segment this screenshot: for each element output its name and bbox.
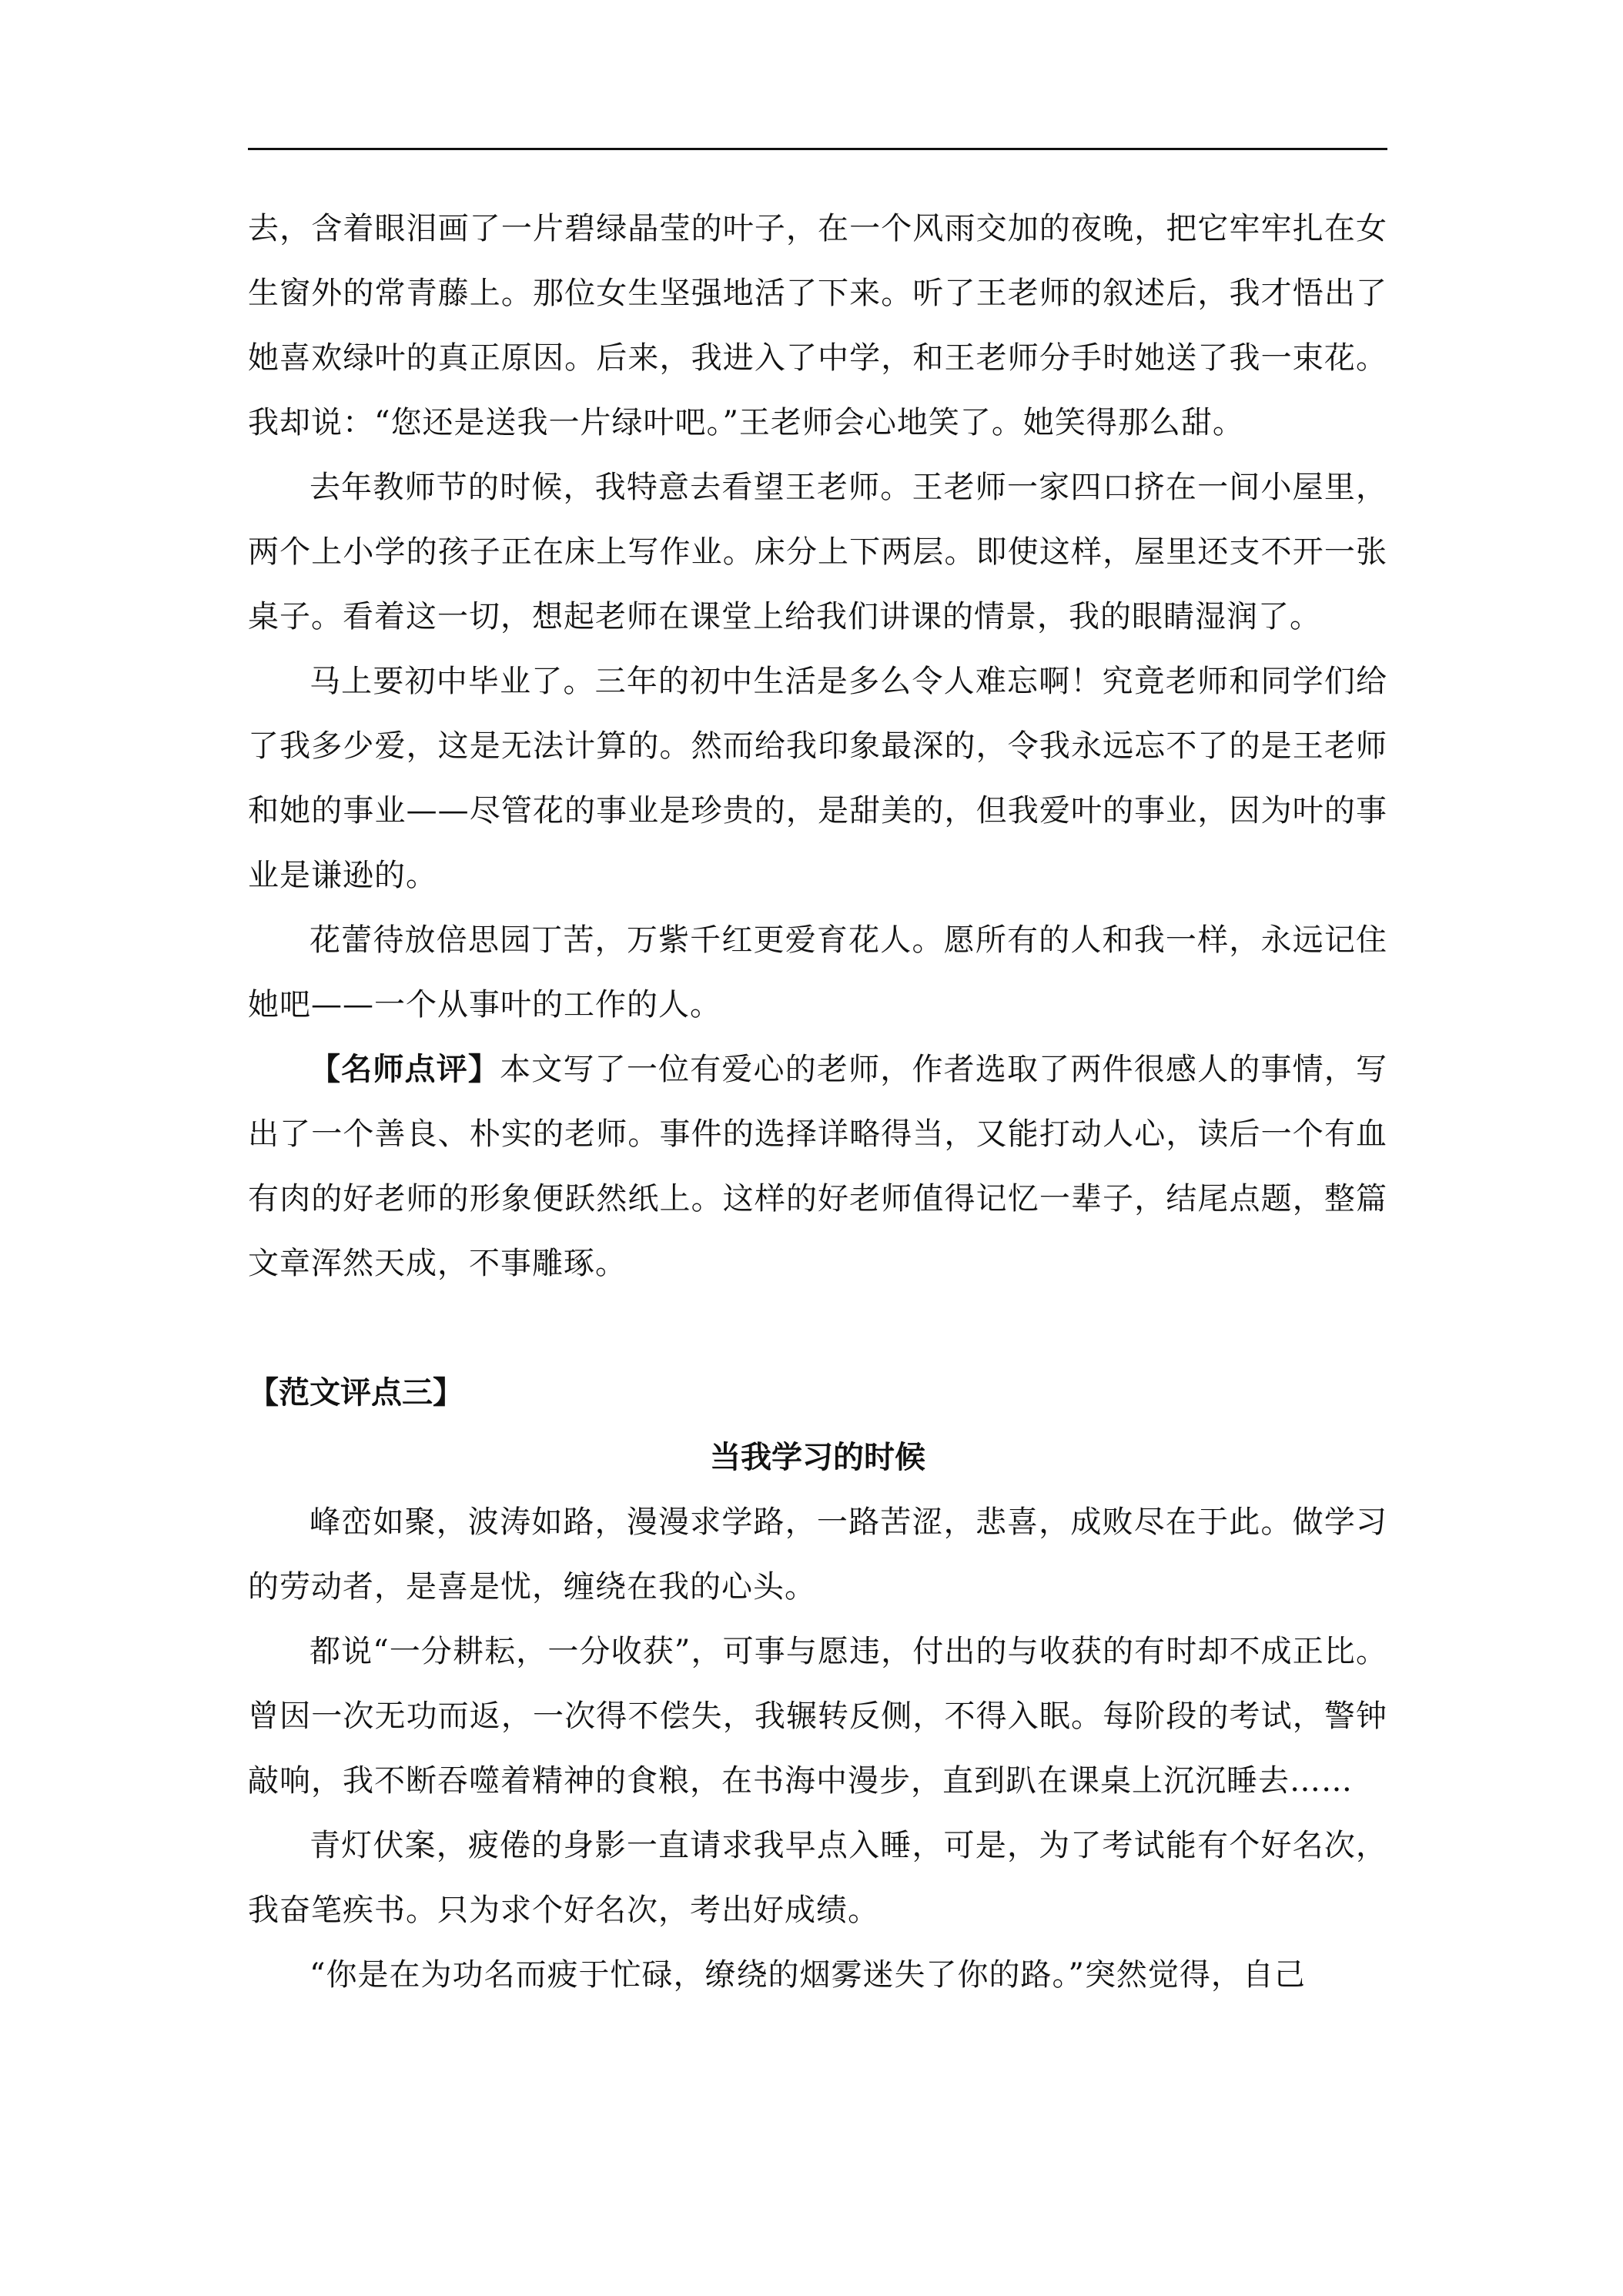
essay-title: 当我学习的时候 xyxy=(710,1440,925,1475)
section-heading: 【范文评点三】 xyxy=(248,1375,463,1411)
paragraph: “你是在为功名而疲于忙碌，缭绕的烟雾迷失了你的路。”突然觉得，自己 xyxy=(310,1957,1306,1993)
paragraph: 花蕾待放倍思园丁苦，万紫千红更爱育花人。愿所有的人和我一样，永远记住她吧——一个从事叶的工作的人。 xyxy=(248,922,1387,1022)
document-body xyxy=(248,196,1387,2007)
header-rule xyxy=(248,148,1387,150)
paragraph: 去年教师节的时候，我特意去看望王老师。王老师一家四口挤在一间小屋里，两个上小学的孩子正在床上写作业。床分上下两层。即使这样，屋里还支不开一张桌子。看着这一切，想起老师在课堂上给我们讲课的情景，我的眼睛湿润了。 xyxy=(248,470,1387,634)
paragraph: 峰峦如聚，波涛如路，漫漫求学路，一路苦涩，悲喜，成败尽在于此。做学习的劳动者，是喜是忧，缠绕在我的心头。 xyxy=(248,1504,1387,1605)
paragraph-continuation: 去，含着眼泪画了一片碧绿晶莹的叶子，在一个风雨交加的夜晚，把它牢牢扎在女生窗外的常青藤上。那位女生坚强地活了下来。听了王老师的叙述后，我才悟出了她喜欢绿叶的真正原因。后来，我进入了中学，和王老师分手时她送了我一束花。我却说：“您还是送我一片绿叶吧。”王老师会心地笑了。她笑得那么甜。 xyxy=(248,211,1387,440)
teacher-comment-text: 本文写了一位有爱心的老师，作者选取了两件很感人的事情，写出了一个善良、朴实的老师。事件的选择详略得当，又能打动人心，读后一个有血有肉的好老师的形象便跃然纸上。这样的好老师值得记忆一辈子，结尾点题，整篇文章浑然天成，不事雕琢。 xyxy=(248,1052,1388,1281)
spacer xyxy=(248,1296,1387,1361)
teacher-comment xyxy=(248,1037,1387,1296)
paragraph: 青灯伏案，疲倦的身影一直请求我早点入睡，可是，为了考试能有个好名次，我奋笔疾书。只为求个好名次，考出好成绩。 xyxy=(248,1828,1387,1928)
paragraph: 马上要初中毕业了。三年的初中生活是多么令人难忘啊！究竟老师和同学们给了我多少爱，这是无法计算的。然而给我印象最深的，令我永远忘不了的是王老师和她的事业——尽管花的事业是珍贵的，是甜美的，但我爱叶的事业，因为叶的事业是谦逊的。 xyxy=(248,664,1387,893)
paragraph: 都说“一分耕耘，一分收获”，可事与愿违，付出的与收获的有时却不成正比。曾因一次无功而返，一次得不偿失，我辗转反侧，不得入眠。每阶段的考试，警钟敲响，我不断吞噬着精神的食粮，在书海中漫步，直到趴在课桌上沉沉睡去…… xyxy=(248,1634,1387,1799)
teacher-comment-label: 【名师点评】 xyxy=(310,1052,500,1087)
